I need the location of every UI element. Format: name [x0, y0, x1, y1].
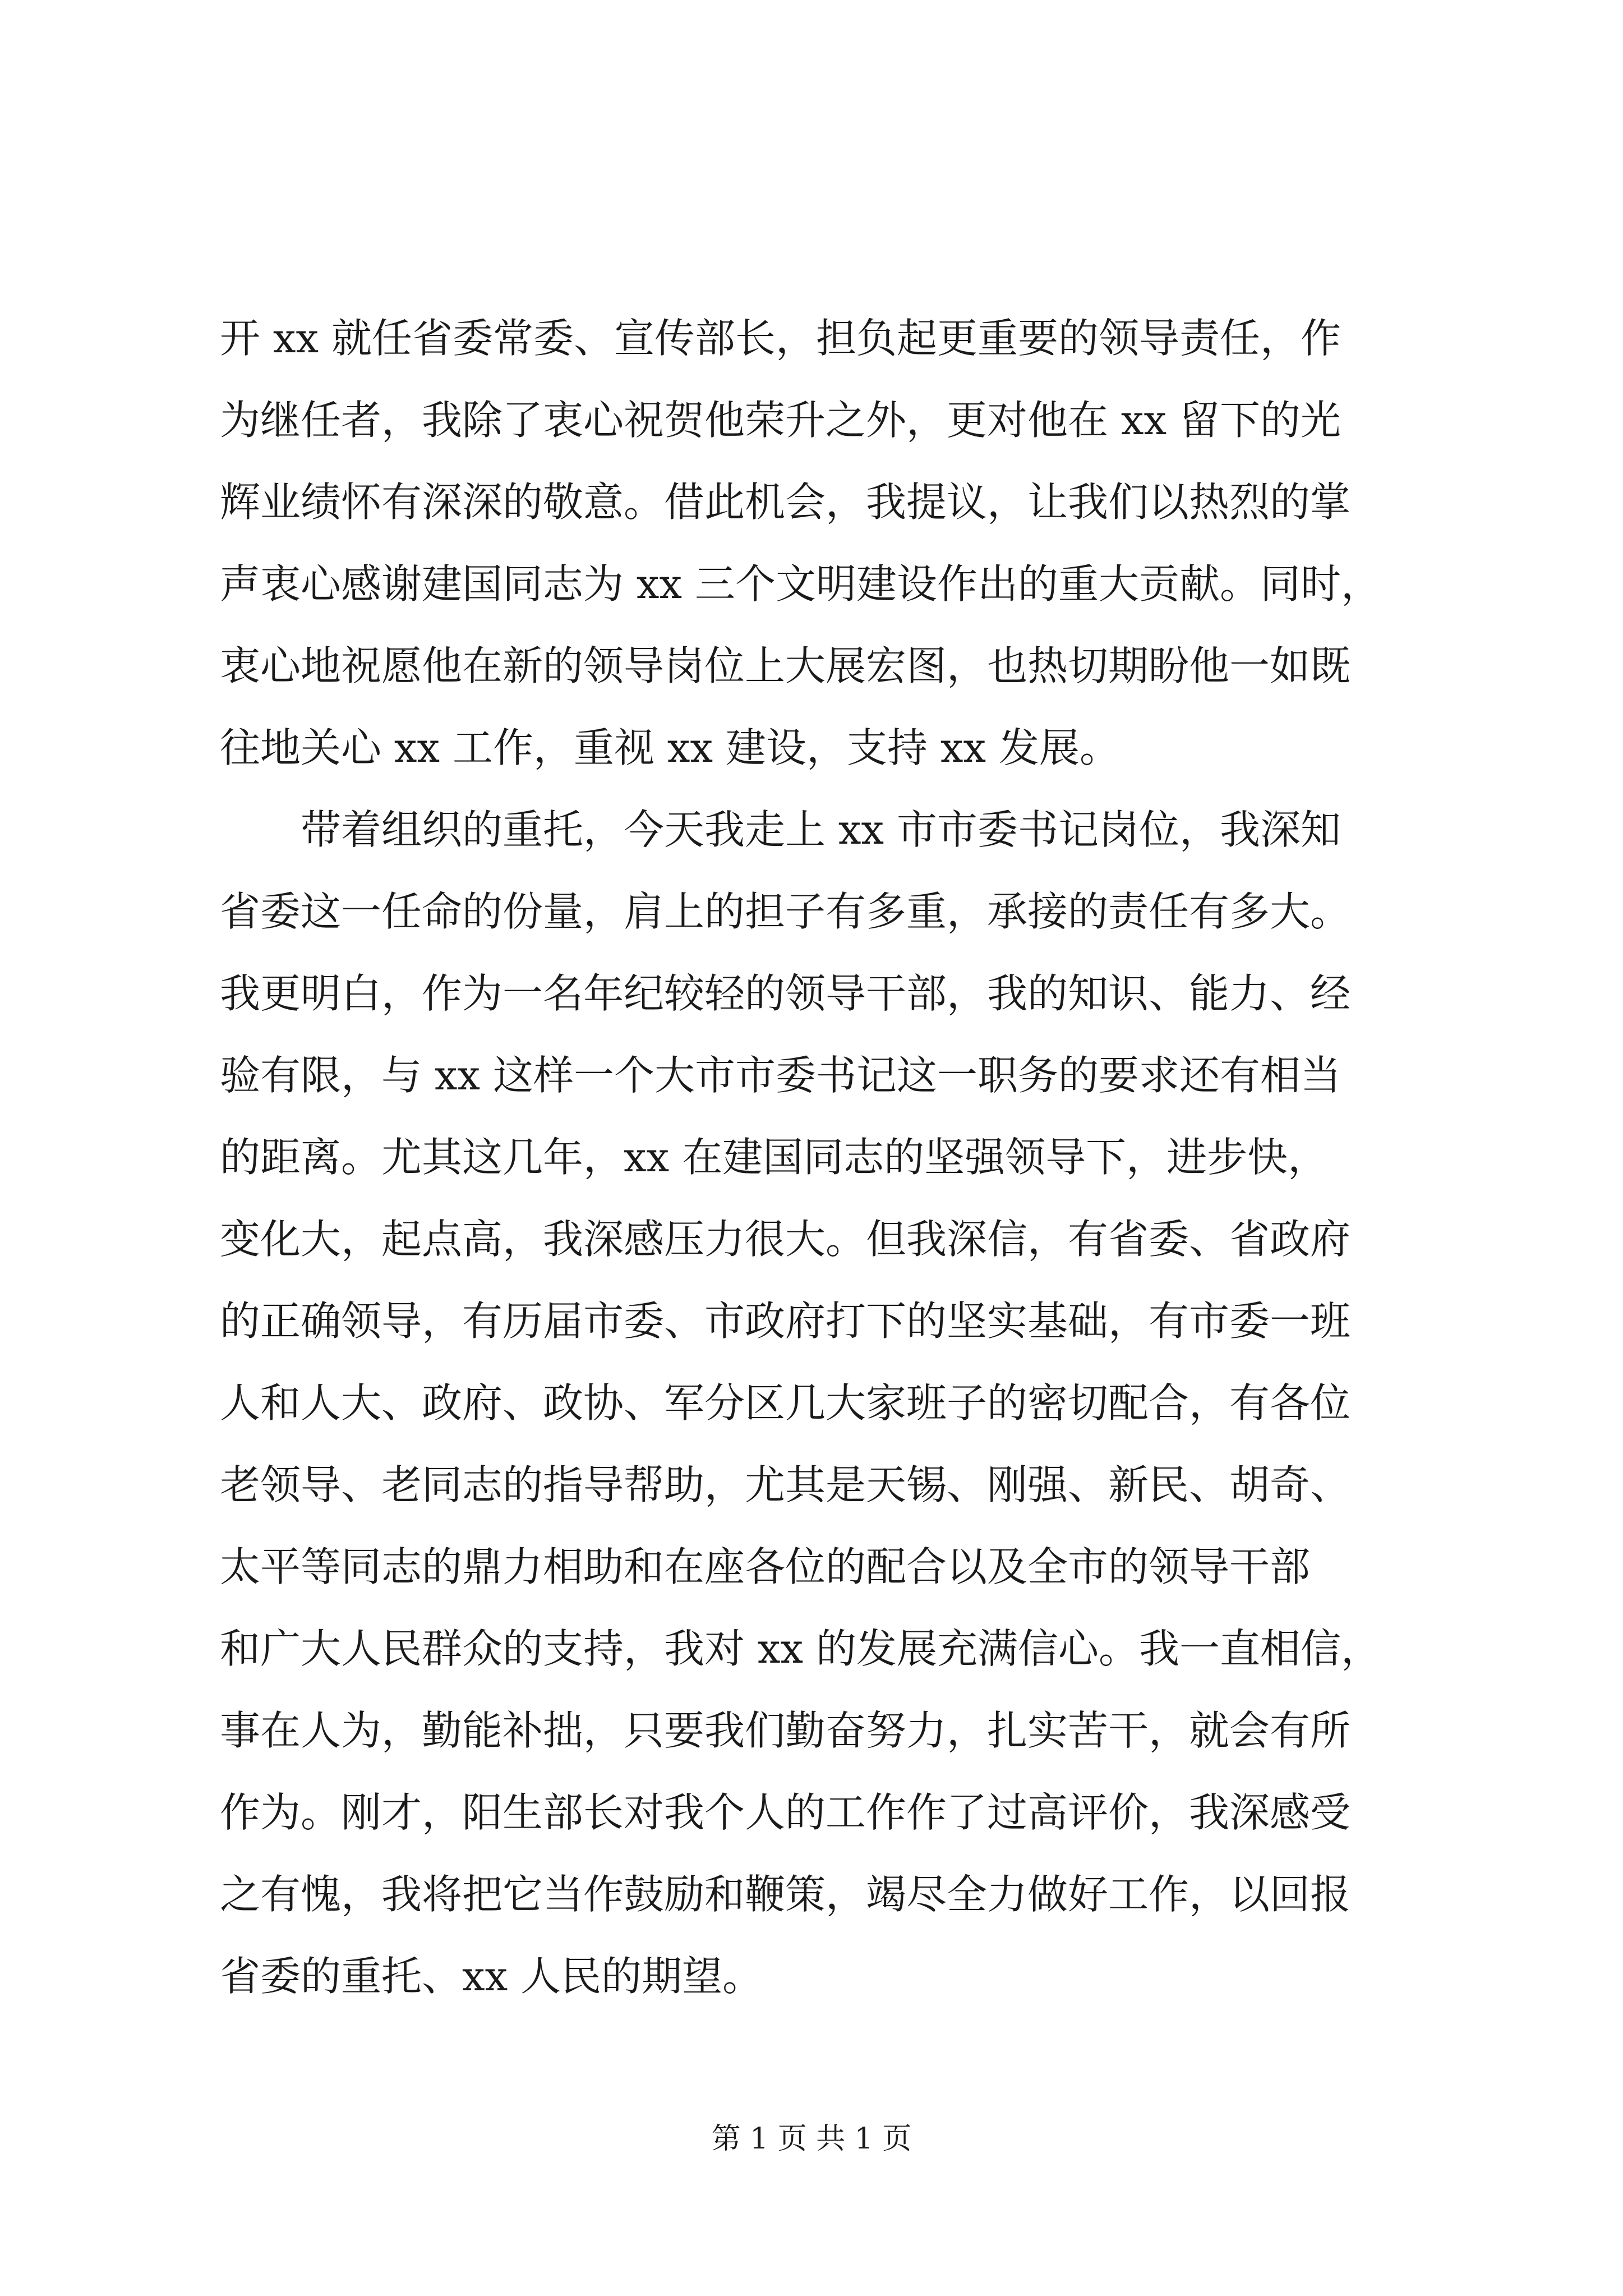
document-body [220, 297, 1420, 2017]
text-line: 的正确领导，有历届市委、市政府打下的坚实基础，有市委一班 [220, 1297, 1351, 1345]
text-line: 的距离。尤其这几年，xx 在建国同志的坚强领导下，进步快， [220, 1134, 1329, 1181]
text-line: 和广大人民群众的支持，我对 xx 的发展充满信心。我一直相信， [220, 1625, 1381, 1672]
text-line: 老领导、老同志的指导帮助，尤其是天锡、刚强、新民、胡奇、 [220, 1461, 1351, 1508]
text-line: 为继任者，我除了衷心祝贺他荣升之外，更对他在 xx 留下的光 [220, 397, 1341, 444]
text-line: 辉业绩怀有深深的敬意。借此机会，我提议，让我们以热烈的掌 [220, 478, 1351, 526]
text-line: 往地关心 xx 工作，重视 xx 建设，支持 xx 发展。 [220, 724, 1120, 771]
text-line: 之有愧，我将把它当作鼓励和鞭策，竭尽全力做好工作，以回报 [220, 1871, 1351, 1918]
text-line: 验有限，与 xx 这样一个大市市委书记这一职务的要求还有相当 [220, 1052, 1341, 1099]
text-line: 变化大，起点高，我深感压力很大。但我深信，有省委、省政府 [220, 1216, 1351, 1263]
text-line: 事在人为，勤能补拙，只要我们勤奋努力，扎实苦干，就会有所 [220, 1707, 1351, 1754]
paragraph-first-line: 带着组织的重托，今天我走上 xx 市市委书记岗位，我深知 [301, 806, 1341, 853]
text-line: 作为。刚才，阳生部长对我个人的工作作了过高评价，我深感受 [220, 1789, 1351, 1836]
text-line: 省委这一任命的份量，肩上的担子有多重，承接的责任有多大。 [220, 888, 1351, 935]
text-line: 声衷心感谢建国同志为 xx 三个文明建设作出的重大贡献。同时， [220, 560, 1381, 608]
text-line: 我更明白，作为一名年纪较轻的领导干部，我的知识、能力、经 [220, 970, 1351, 1017]
text-line: 人和人大、政府、政协、军分区几大家班子的密切配合，有各位 [220, 1379, 1351, 1427]
page-number-footer: 第 1 页 共 1 页 [711, 2122, 912, 2156]
text-line: 太平等同志的鼎力相助和在座各位的配合以及全市的领导干部 [220, 1543, 1311, 1590]
text-line: 衷心地祝愿他在新的领导岗位上大展宏图，也热切期盼他一如既 [220, 642, 1351, 689]
text-line: 省委的重托、xx 人民的期望。 [220, 1953, 763, 2000]
text-line: 开 xx 就任省委常委、宣传部长，担负起更重要的领导责任，作 [220, 315, 1341, 362]
